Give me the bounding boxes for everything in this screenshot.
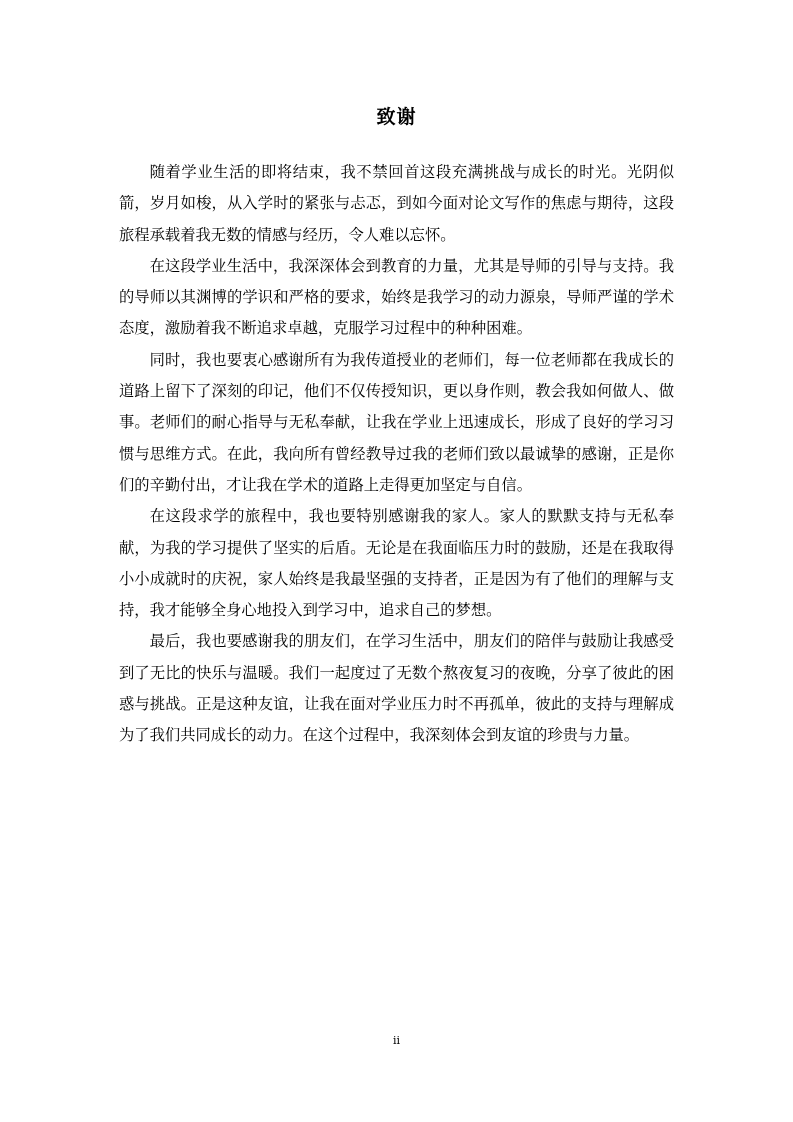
paragraph: 在这段求学的旅程中，我也要特别感谢我的家人。家人的默默支持与无私奉献，为我的学习提供了坚实的后盾。无论是在我面临压力时的鼓励，还是在我取得小小成就时的庆祝，家人始终是我最坚强的支持者，正是因为有了他们的理解与支持，我才能够全身心地投入到学习中，追求自己的梦想。	[119, 507, 674, 620]
paragraph: 最后，我也要感谢我的朋友们，在学习生活中，朋友们的陪伴与鼓励让我感受到了无比的快乐与温暖。我们一起度过了无数个熬夜复习的夜晚，分享了彼此的困惑与挑战。正是这种友谊，让我在面对学业压力时不再孤单，彼此的支持与理解成为了我们共同成长的动力。在这个过程中，我深刻体会到友谊的珍贵与力量。	[119, 632, 674, 745]
paragraph: 在这段学业生活中，我深深体会到教育的力量，尤其是导师的引导与支持。我的导师以其渊博的学识和严格的要求，始终是我学习的动力源泉，导师严谨的学术态度，激励着我不断追求卓越，克服学习过程中的种种困难。	[119, 256, 674, 338]
page-number: ii	[392, 1034, 401, 1047]
body-text	[119, 157, 674, 752]
paragraph: 同时，我也要衷心感谢所有为我传道授业的老师们，每一位老师都在我成长的道路上留下了深刻的印记，他们不仅传授知识，更以身作则，教会我如何做人、做事。老师们的耐心指导与无私奉献，让我在学业上迅速成长，形成了良好的学习习惯与思维方式。在此，我向所有曾经教导过我的老师们致以最诚挚的感谢，正是你们的辛勤付出，才让我在学术的道路上走得更加坚定与自信。	[119, 350, 674, 494]
page-title: 致谢	[376, 106, 417, 128]
paragraph: 随着学业生活的即将结束，我不禁回首这段充满挑战与成长的时光。光阴似箭，岁月如梭，从入学时的紧张与忐忑，到如今面对论文写作的焦虑与期待，这段旅程承载着我无数的情感与经历，令人难以忘怀。	[119, 163, 674, 244]
